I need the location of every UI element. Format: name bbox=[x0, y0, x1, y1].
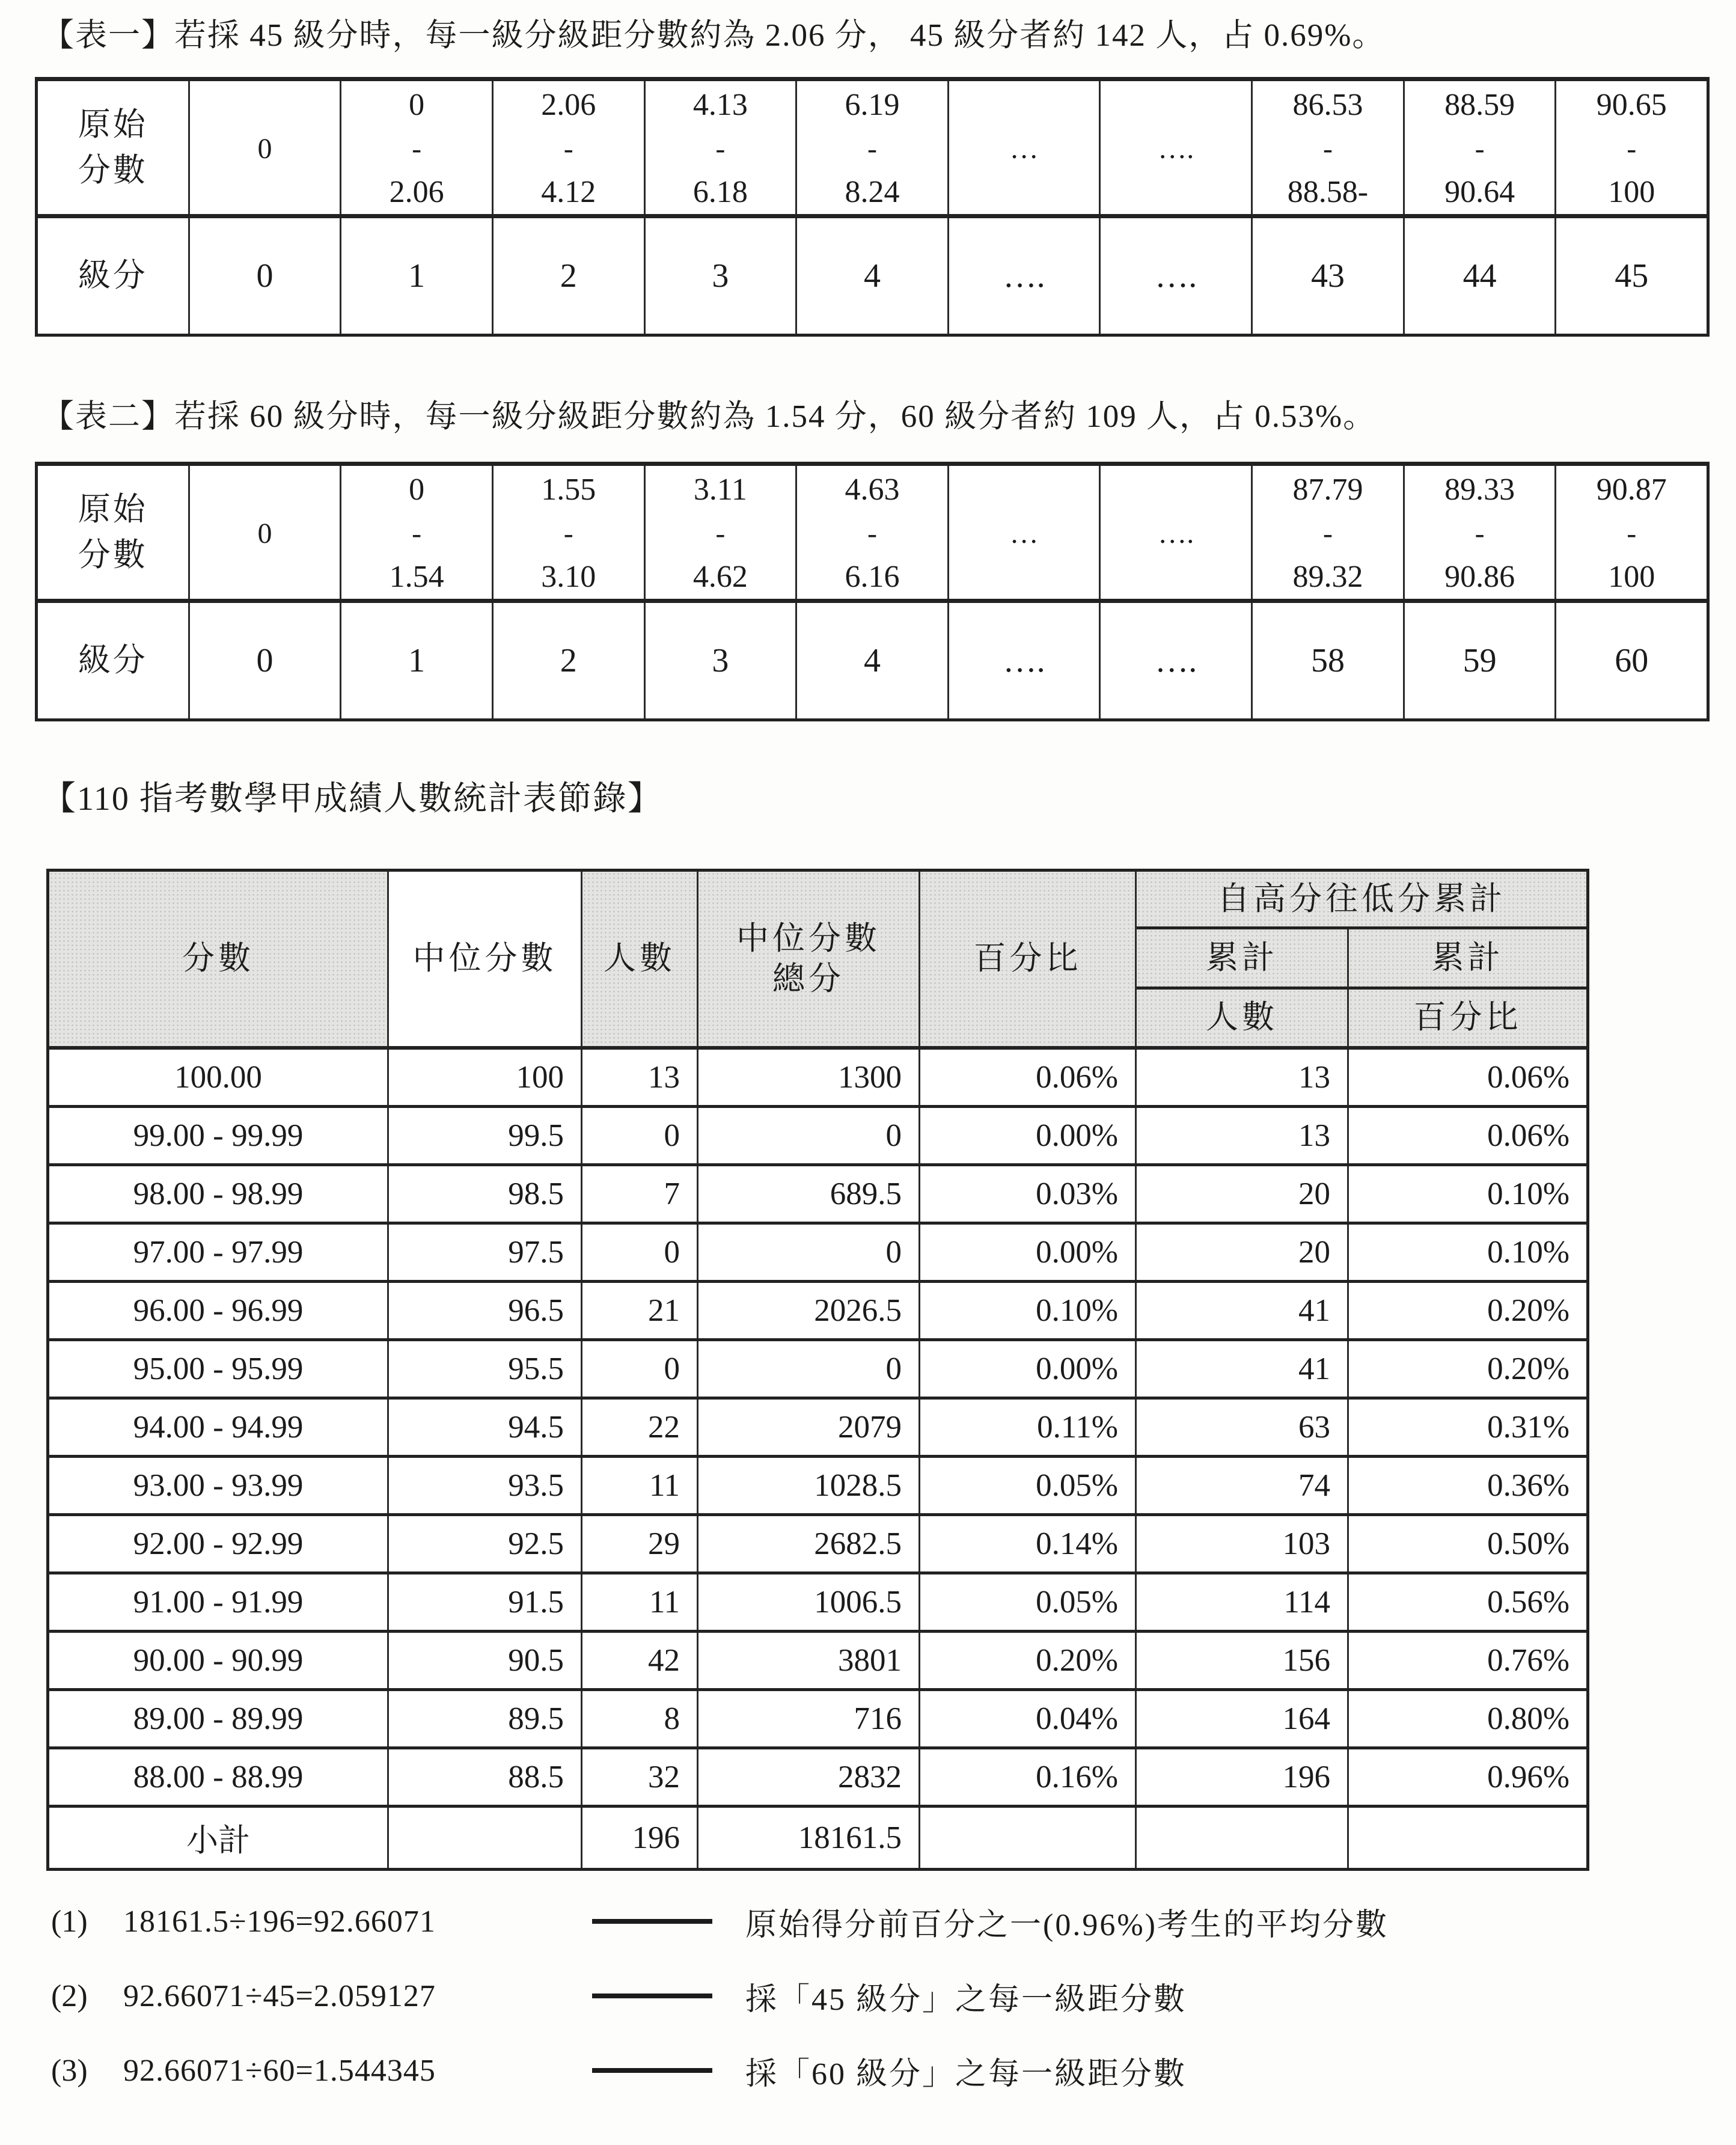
range-cell: 4.63 - 6.16 bbox=[797, 466, 949, 599]
table2-raw-score-row bbox=[38, 466, 1707, 603]
raw-score-label bbox=[38, 466, 190, 599]
cell-median: 90.5 bbox=[389, 1633, 582, 1688]
table-row bbox=[49, 1691, 1586, 1749]
cell-median-total: 2079 bbox=[698, 1400, 920, 1455]
cell-median-total: 18161.5 bbox=[698, 1808, 920, 1868]
table-row bbox=[49, 1225, 1586, 1283]
cell-median: 98.5 bbox=[389, 1166, 582, 1222]
ellipsis-cell: …. bbox=[1101, 81, 1253, 214]
range-cell: 3.11 - 4.62 bbox=[646, 466, 798, 599]
cell-cum-count bbox=[1137, 1808, 1349, 1868]
cell-cum-count: 74 bbox=[1137, 1458, 1349, 1513]
cell-cum-percent: 0.10% bbox=[1487, 1235, 1569, 1270]
cell-median: 92.5 bbox=[389, 1516, 582, 1571]
ellipsis-cell: …. bbox=[949, 603, 1101, 718]
table2-grade-row bbox=[38, 603, 1707, 718]
range-cell: 1.55 - 3.10 bbox=[494, 466, 646, 599]
cell-percent: 0.14% bbox=[920, 1516, 1137, 1571]
cell-score: 100.00 bbox=[49, 1050, 389, 1105]
cell-score: 96.00 - 96.99 bbox=[49, 1283, 389, 1338]
cell-percent: 0.05% bbox=[920, 1458, 1137, 1513]
range-cell: 0 - 2.06 bbox=[341, 81, 494, 214]
table-row bbox=[49, 1108, 1586, 1166]
cell-median: 95.5 bbox=[389, 1341, 582, 1397]
range-cell: 2.06 - 4.12 bbox=[494, 81, 646, 214]
cell-count: 13 bbox=[582, 1050, 698, 1105]
footnote-3 bbox=[51, 2043, 1698, 2098]
cell-count: 0 bbox=[582, 1341, 698, 1397]
cell-score: 94.00 - 94.99 bbox=[49, 1400, 389, 1455]
grade-cell: 4 bbox=[797, 603, 949, 718]
cell-percent: 0.00% bbox=[920, 1108, 1137, 1163]
cell-cum-count: 13 bbox=[1137, 1108, 1349, 1163]
footnote-description: 原始得分前百分之一(0.96%)考生的平均分數 bbox=[745, 1908, 1389, 1942]
cell-cum-count: 20 bbox=[1137, 1225, 1349, 1280]
cell-percent: 0.05% bbox=[920, 1574, 1137, 1630]
cell-score: 91.00 - 91.99 bbox=[49, 1574, 389, 1630]
grade-cell: 2 bbox=[494, 218, 646, 334]
table-row bbox=[49, 1283, 1586, 1341]
table-60-levels bbox=[35, 462, 1710, 721]
cell-cum-percent: 0.20% bbox=[1487, 1293, 1569, 1328]
header-median: 中位分數 bbox=[389, 872, 582, 1046]
cell-cum-count: 164 bbox=[1137, 1691, 1349, 1746]
cell-median: 93.5 bbox=[389, 1458, 582, 1513]
cell-median-total: 1300 bbox=[698, 1050, 920, 1105]
grade-cell: 0 bbox=[190, 218, 342, 334]
cell-count: 0 bbox=[582, 1225, 698, 1280]
table-row bbox=[49, 1166, 1586, 1225]
cell-score: 89.00 - 89.99 bbox=[49, 1691, 389, 1746]
ellipsis-cell: … bbox=[949, 466, 1101, 599]
table-row bbox=[49, 1400, 1586, 1458]
cell-median-total: 2832 bbox=[698, 1749, 920, 1805]
range-cell: 0 bbox=[190, 81, 342, 214]
cell-cum-count: 63 bbox=[1137, 1400, 1349, 1455]
stats-table-caption: 【110 指考數學甲成績人數統計表節錄】 bbox=[42, 780, 662, 818]
stats-table-header bbox=[49, 872, 1586, 1050]
grade-cell: 45 bbox=[1615, 257, 1649, 295]
table-row bbox=[49, 1458, 1586, 1516]
cell-median-total: 0 bbox=[698, 1108, 920, 1163]
cell-percent: 0.16% bbox=[920, 1749, 1137, 1805]
range-cell: 0 - 1.54 bbox=[341, 466, 494, 599]
cell-median-total: 1028.5 bbox=[698, 1458, 920, 1513]
raw-score-label-line2: 分數 bbox=[78, 536, 148, 573]
grade-cell: 1 bbox=[341, 218, 494, 334]
cell-median-total: 0 bbox=[698, 1341, 920, 1397]
cell-median: 88.5 bbox=[389, 1749, 582, 1805]
cell-count: 22 bbox=[582, 1400, 698, 1455]
cell-cum-count: 41 bbox=[1137, 1341, 1349, 1397]
cell-percent: 0.06% bbox=[920, 1050, 1137, 1105]
cell-median bbox=[389, 1808, 582, 1868]
table-row bbox=[49, 1341, 1586, 1400]
header-count: 人數 bbox=[582, 872, 698, 1046]
footnote-number: (1) bbox=[51, 1904, 88, 1939]
cell-cum-count: 156 bbox=[1137, 1633, 1349, 1688]
footnote-2 bbox=[51, 1968, 1698, 2024]
table-45-levels bbox=[35, 77, 1710, 337]
cell-count: 21 bbox=[582, 1283, 698, 1338]
subtotal-row bbox=[49, 1808, 1586, 1868]
cell-score: 97.00 - 97.99 bbox=[49, 1225, 389, 1280]
range-cell: 88.59 - 90.64 bbox=[1405, 81, 1557, 214]
cell-median-total: 0 bbox=[698, 1225, 920, 1280]
cell-score: 92.00 - 92.99 bbox=[49, 1516, 389, 1571]
cell-count: 8 bbox=[582, 1691, 698, 1746]
cell-score: 99.00 - 99.99 bbox=[49, 1108, 389, 1163]
range-cell: 89.33 - 90.86 bbox=[1405, 466, 1557, 599]
cell-median: 100 bbox=[389, 1050, 582, 1105]
cell-percent: 0.10% bbox=[920, 1283, 1137, 1338]
cell-cum-percent: 0.06% bbox=[1487, 1060, 1569, 1095]
cell-median-total: 3801 bbox=[698, 1633, 920, 1688]
header-percent: 百分比 bbox=[920, 872, 1137, 1046]
cell-percent: 0.11% bbox=[920, 1400, 1137, 1455]
raw-score-label-line2: 分數 bbox=[78, 151, 148, 188]
stats-table bbox=[46, 869, 1589, 1871]
cell-count: 196 bbox=[582, 1808, 698, 1868]
cell-cum-percent: 0.36% bbox=[1487, 1468, 1569, 1503]
ellipsis-cell: …. bbox=[1101, 466, 1253, 599]
grade-label: 級分 bbox=[38, 603, 190, 718]
header-median-total: 中位分數 總分 bbox=[698, 872, 920, 1046]
range-cell: 0 bbox=[190, 466, 342, 599]
footnote-1 bbox=[51, 1894, 1698, 1949]
header-cumulative-percent: 百分比 bbox=[1349, 990, 1586, 1046]
cell-percent: 0.20% bbox=[920, 1633, 1137, 1688]
grade-cell: 4 bbox=[797, 218, 949, 334]
footnote-number: (2) bbox=[51, 1978, 88, 2013]
table-row bbox=[49, 1516, 1586, 1574]
cell-median: 99.5 bbox=[389, 1108, 582, 1163]
cell-cum-count: 114 bbox=[1137, 1574, 1349, 1630]
cell-cum-percent bbox=[1349, 1808, 1586, 1868]
cell-cum-percent: 0.50% bbox=[1487, 1526, 1569, 1561]
cell-cum-percent: 0.10% bbox=[1487, 1177, 1569, 1211]
cell-count: 29 bbox=[582, 1516, 698, 1571]
grade-cell: 1 bbox=[341, 603, 494, 718]
cell-score: 98.00 - 98.99 bbox=[49, 1166, 389, 1222]
cell-count: 42 bbox=[582, 1633, 698, 1688]
range-cell: 90.65 - 100 bbox=[1596, 88, 1667, 209]
grade-cell: 44 bbox=[1405, 218, 1557, 334]
cell-percent: 0.00% bbox=[920, 1225, 1137, 1280]
cell-cum-count: 103 bbox=[1137, 1516, 1349, 1571]
table-row bbox=[49, 1050, 1586, 1108]
header-cumulative-1: 累計 bbox=[1137, 929, 1349, 990]
table2-caption: 【表二】若採 60 級分時，每一級分級距分數約為 1.54 分，60 級分者約 109 人，占 0.53%。 bbox=[42, 399, 1377, 434]
dash-line bbox=[592, 1994, 712, 1998]
cell-cum-percent: 0.31% bbox=[1487, 1410, 1569, 1445]
cell-subtotal-label: 小計 bbox=[49, 1808, 389, 1868]
cell-percent: 0.03% bbox=[920, 1166, 1137, 1222]
table-row bbox=[49, 1749, 1586, 1808]
cell-median-total: 689.5 bbox=[698, 1166, 920, 1222]
cell-cum-percent: 0.56% bbox=[1487, 1585, 1569, 1620]
grade-label: 級分 bbox=[38, 218, 190, 334]
raw-score-label-line1: 原始 bbox=[78, 491, 148, 527]
cell-cum-percent: 0.20% bbox=[1487, 1351, 1569, 1386]
table-row bbox=[49, 1574, 1586, 1633]
header-cumulative-2: 累計 bbox=[1349, 929, 1586, 990]
range-cell: 86.53 - 88.58- bbox=[1253, 81, 1405, 214]
grade-cell: 60 bbox=[1615, 642, 1649, 679]
footnotes bbox=[51, 1894, 1698, 2117]
cell-median: 96.5 bbox=[389, 1283, 582, 1338]
cell-median: 91.5 bbox=[389, 1574, 582, 1630]
grade-cell: 0 bbox=[190, 603, 342, 718]
table1-caption: 【表一】若採 45 級分時，每一級分級距分數約為 2.06 分， 45 級分者約 142 人，占 0.69%。 bbox=[42, 18, 1386, 53]
header-score: 分數 bbox=[49, 872, 389, 1046]
grade-cell: 59 bbox=[1405, 603, 1557, 718]
cell-median-total: 1006.5 bbox=[698, 1574, 920, 1630]
grade-cell: 58 bbox=[1253, 603, 1405, 718]
cell-median: 97.5 bbox=[389, 1225, 582, 1280]
cell-cum-percent: 0.76% bbox=[1487, 1643, 1569, 1678]
cell-percent: 0.00% bbox=[920, 1341, 1137, 1397]
footnote-number: (3) bbox=[51, 2053, 88, 2088]
dash-line bbox=[592, 2068, 712, 2073]
table1-grade-row bbox=[38, 218, 1707, 334]
cell-score: 93.00 - 93.99 bbox=[49, 1458, 389, 1513]
ellipsis-cell: …. bbox=[949, 218, 1101, 334]
grade-cell: 43 bbox=[1253, 218, 1405, 334]
footnote-formula: 92.66071÷45=2.059127 bbox=[123, 1978, 436, 2013]
cell-median-total: 2682.5 bbox=[698, 1516, 920, 1571]
header-cumulative-count: 人數 bbox=[1137, 990, 1349, 1046]
cell-count: 0 bbox=[582, 1108, 698, 1163]
table1-raw-score-row bbox=[38, 81, 1707, 218]
footnote-formula: 92.66071÷60=1.544345 bbox=[123, 2053, 436, 2088]
dash-line bbox=[592, 1919, 712, 1924]
cell-cum-count: 41 bbox=[1137, 1283, 1349, 1338]
cell-cum-percent: 0.06% bbox=[1487, 1118, 1569, 1153]
cell-cum-count: 20 bbox=[1137, 1166, 1349, 1222]
cell-cum-count: 13 bbox=[1137, 1050, 1349, 1105]
raw-score-label bbox=[38, 81, 190, 214]
cell-percent bbox=[920, 1808, 1137, 1868]
raw-score-label-line1: 原始 bbox=[78, 106, 148, 142]
cell-median-total: 716 bbox=[698, 1691, 920, 1746]
cell-median-total: 2026.5 bbox=[698, 1283, 920, 1338]
cell-cum-percent: 0.96% bbox=[1487, 1760, 1569, 1795]
header-cumulative-group: 自高分往低分累計 bbox=[1137, 872, 1586, 929]
range-cell: 87.79 - 89.32 bbox=[1253, 466, 1405, 599]
cell-percent: 0.04% bbox=[920, 1691, 1137, 1746]
ellipsis-cell: …. bbox=[1101, 603, 1253, 718]
footnote-description: 採「45 級分」之每一級距分數 bbox=[745, 1982, 1187, 2017]
ellipsis-cell: …. bbox=[1101, 218, 1253, 334]
range-cell: 4.13 - 6.18 bbox=[646, 81, 798, 214]
cell-median: 89.5 bbox=[389, 1691, 582, 1746]
table-row bbox=[49, 1633, 1586, 1691]
cell-cum-count: 196 bbox=[1137, 1749, 1349, 1805]
footnote-formula: 18161.5÷196=92.66071 bbox=[123, 1904, 436, 1939]
cell-score: 95.00 - 95.99 bbox=[49, 1341, 389, 1397]
range-cell: 90.87 - 100 bbox=[1596, 473, 1667, 594]
ellipsis-cell: … bbox=[949, 81, 1101, 214]
cell-cum-percent: 0.80% bbox=[1487, 1701, 1569, 1736]
cell-score: 90.00 - 90.99 bbox=[49, 1633, 389, 1688]
cell-score: 88.00 - 88.99 bbox=[49, 1749, 389, 1805]
cell-count: 7 bbox=[582, 1166, 698, 1222]
range-cell: 6.19 - 8.24 bbox=[797, 81, 949, 214]
grade-cell: 3 bbox=[646, 603, 798, 718]
cell-count: 11 bbox=[582, 1458, 698, 1513]
cell-median: 94.5 bbox=[389, 1400, 582, 1455]
footnote-description: 採「60 級分」之每一級距分數 bbox=[745, 2057, 1187, 2091]
cell-count: 11 bbox=[582, 1574, 698, 1630]
grade-cell: 3 bbox=[646, 218, 798, 334]
grade-cell: 2 bbox=[494, 603, 646, 718]
cell-count: 32 bbox=[582, 1749, 698, 1805]
